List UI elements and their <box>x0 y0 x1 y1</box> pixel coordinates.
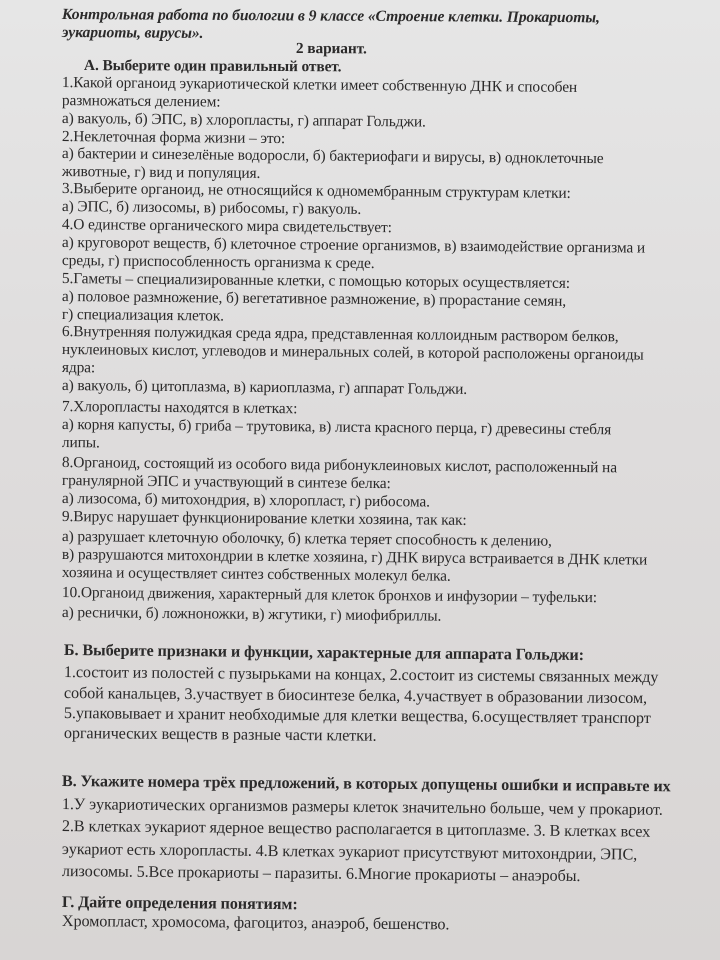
statement-line: собой канальцев, 3.участвует в биосинтезе белка, 4.участвует в образовании лизосом, <box>63 684 648 708</box>
question-line: а) корня капусты, б) гриба – трутовика, в) листа красного перца, г) древесины стебля <box>61 416 612 439</box>
question-line: а) круговорот веществ, б) клеточное строение организмов, в) взаимодействие организма и <box>61 234 646 257</box>
question-line: 1.Какой органоид эукариотической клетки имеет собственную ДНК и способен <box>61 74 578 96</box>
question-line: животные, г) вид и популяция. <box>61 163 261 182</box>
statement-line: 1.состоит из полостей с пузырьками на концах, 2.состоит из системы связанных между <box>63 663 659 687</box>
statement-line: эукариот есть хлоропласты. 4.В клетках эукариот присутствуют митохондрии, ЭПС, <box>61 840 638 864</box>
statement-line: 5.упаковывает и хранит необходимые для клетки вещества, 6.осуществляет транспорт <box>63 704 651 728</box>
section-g-heading: Г. Дайте определения понятиям: <box>61 893 298 914</box>
question-line: 10.Органоид движения, характерный для клеток бронхов и инфузории – туфельки: <box>61 584 598 607</box>
question-line: 7.Хлоропласты находятся в клетках: <box>61 398 298 418</box>
statement-line: 2.В клетках эукариот ядерное вещество располагается в цитоплазме. 3. В клетках всех <box>61 817 651 841</box>
question-line: ядра: <box>61 359 96 377</box>
question-line: г) специализация клеток. <box>61 306 224 325</box>
question-line: а) вакуоль, б) ЭПС, в) хлоропласты, г) аппарат Гольджи. <box>61 110 426 131</box>
question-line: 8.Органоид, состоящий из особого вида рибонуклеиновых кислот, расположенный на <box>61 454 618 477</box>
variant-label: 2 вариант. <box>295 40 367 58</box>
question-line: 3.Выберите органоид, не относящийся к одномембранным структурам клетки: <box>61 180 571 202</box>
question-line: а) лизосома, б) митохондрия, в) хлоропласт, г) рибосома. <box>61 490 430 511</box>
question-line: в) разрушаются митохондрии в клетке хозяина, г) ДНК вируса встраивается в ДНК клетки <box>61 546 648 569</box>
question-line: хозяина и осуществляет синтез собственных молекул белка. <box>61 564 451 585</box>
section-b-heading: Б. Выберите признаки и функции, характерные для аппарата Гольджи: <box>63 641 585 664</box>
question-line: а) реснички, б) ложноножки, в) жгутики, г) миофибриллы. <box>61 604 442 625</box>
section-a-heading: А. Выберите один правильный ответ. <box>83 57 342 76</box>
terms-line: Хромопласт, хромосома, фагоцитоз, анаэроб, бешенство. <box>61 912 450 934</box>
section-v-heading: В. Укажите номера трёх предложений, в которых допущены ошибки и исправьте их <box>61 772 671 796</box>
question-line: 6.Внутренняя полужидкая среда ядра, представленная коллоидным раствором белков, <box>61 323 619 346</box>
statement-line: органических веществ в разные части клетки. <box>63 724 377 745</box>
question-line: 9.Вирус нарушает функционирование клетки хозяина, так как: <box>61 508 467 529</box>
question-line: а) половое размножение, б) вегетативное размножение, в) прорастание семян, <box>61 288 567 310</box>
question-line: а) вакуоль, б) цитоплазма, в) кариоплазма, г) аппарат Гольджи. <box>61 377 468 398</box>
question-line: 2.Неклеточная форма жизни – это: <box>61 128 286 148</box>
worksheet-title: эукариоты, вирусы». <box>61 24 204 42</box>
question-line: а) бактерии и синезелёные водоросли, б) бактериофаги и вирусы, в) одноклеточные <box>61 145 604 168</box>
question-line: гранулярной ЭПС и участвующий в синтезе белка: <box>61 472 391 493</box>
question-line: среды, г) приспособленность организма к среде. <box>61 252 375 273</box>
question-line: липы. <box>61 434 100 452</box>
statement-line: 1.У эукариотических организмов размеры клеток значительно больше, чем у прокариот. <box>61 795 663 819</box>
question-line: а) ЭПС, б) лизосомы, в) рибосомы, г) вакуоль. <box>61 198 362 218</box>
question-line: а) разрушает клеточную оболочку, б) клетка теряет способность к делению, <box>61 528 552 550</box>
question-line: размножаться делением: <box>61 92 221 111</box>
question-line: нуклеиновых кислот, углеводов и минеральных солей, в которой расположены органоиды <box>61 341 644 364</box>
question-line: 5.Гаметы – специализированные клетки, с помощью которых осуществляется: <box>61 270 571 292</box>
worksheet-title: Контрольная работа по биологии в 9 классе «Строение клетки. Прокариоты, <box>61 6 600 27</box>
question-line: 4.О единстве органического мира свидетельствует: <box>61 216 392 237</box>
statement-line: лизосомы. 5.Все прокариоты – паразиты. 6.Многие прокариоты – анаэробы. <box>61 862 581 885</box>
